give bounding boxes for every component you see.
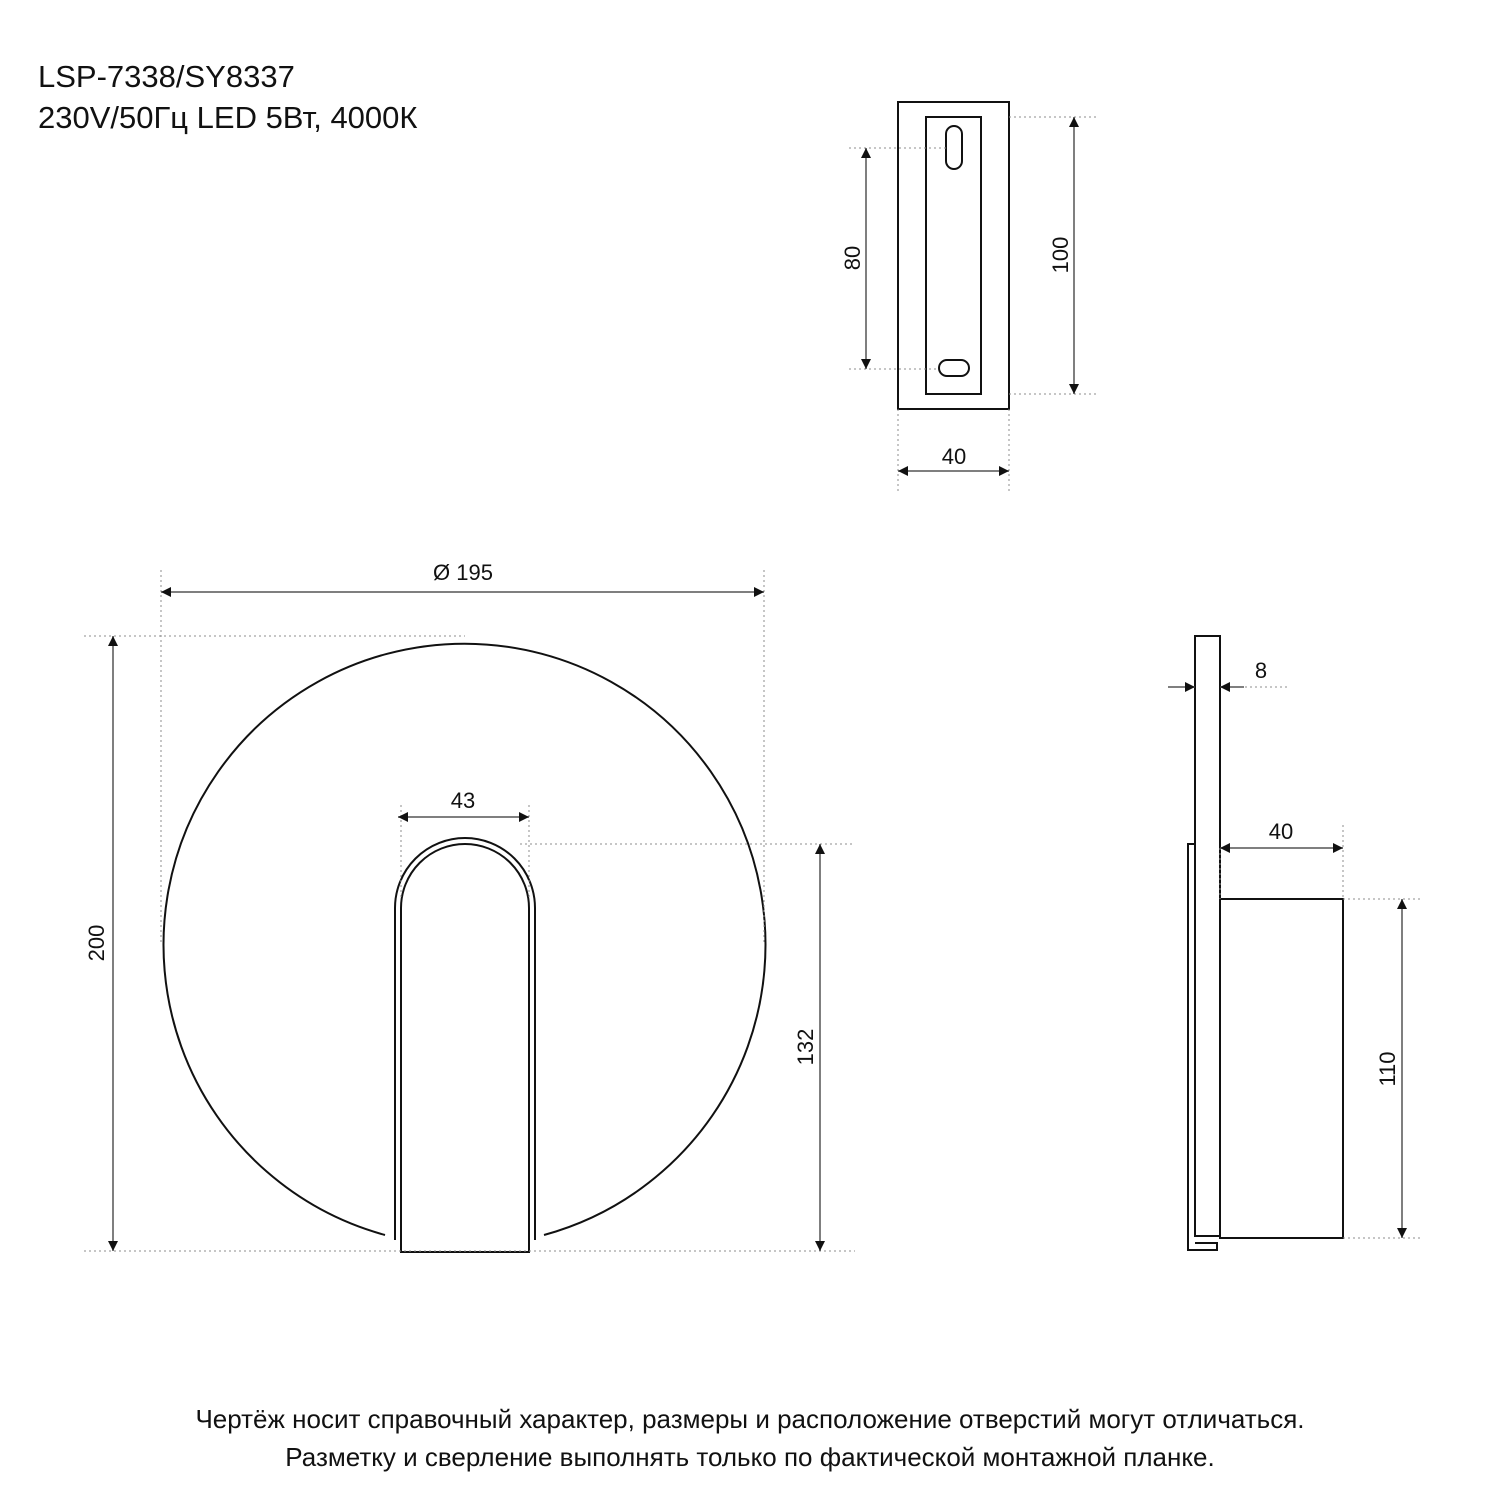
dimension-label-110: 110 <box>1375 1051 1400 1087</box>
electrical-specs: 230V/50Гц LED 5Вт, 4000К <box>38 100 418 135</box>
dimension-label-200: 200 <box>84 924 109 962</box>
dimension-label-8: 8 <box>1254 658 1268 683</box>
disc-outline <box>163 644 765 1235</box>
arch-lamp-body <box>401 844 529 1252</box>
dimension-plate-width <box>898 444 1009 471</box>
disclaimer-note <box>0 1400 1500 1476</box>
disc-side-profile <box>1195 636 1220 1236</box>
dimension-label-100: 100 <box>1048 236 1073 274</box>
dimension-hole-spacing <box>840 148 866 369</box>
dimension-arch-width <box>398 788 529 817</box>
dimension-label-40-side: 40 <box>1268 819 1294 844</box>
mounting-plate-view <box>840 102 1098 492</box>
dimension-label-43: 43 <box>450 788 476 813</box>
dimension-label-diameter: Ø 195 <box>433 560 493 585</box>
mounting-slot-bottom <box>939 360 969 376</box>
model-number: LSP-7338/SY8337 <box>38 59 295 94</box>
arch-side-profile <box>1188 844 1217 1250</box>
side-view <box>1168 636 1423 1250</box>
arch-lamp-edge <box>395 838 535 1240</box>
dimension-disc-diameter <box>161 560 764 592</box>
dimension-label-40-top: 40 <box>941 444 967 469</box>
dimension-arch-height <box>793 844 820 1251</box>
disclaimer-line-1: Чертёж носит справочный характер, размеры и расположение отверстий могут отличаться. <box>195 1404 1305 1434</box>
dimension-label-80: 80 <box>840 245 865 271</box>
dimension-total-height <box>84 636 113 1251</box>
body-side-profile <box>1220 899 1343 1238</box>
mounting-slot-top <box>946 126 962 169</box>
mounting-plate-inner-frame <box>926 117 981 394</box>
dimension-disc-thickness <box>1168 658 1267 687</box>
front-view <box>84 560 855 1252</box>
dimension-body-height <box>1375 899 1402 1238</box>
disclaimer-line-2: Разметку и сверление выполнять только по фактической монтажной планке. <box>285 1442 1215 1472</box>
dimension-label-132: 132 <box>793 1028 818 1066</box>
dimension-body-depth <box>1220 819 1343 848</box>
dimension-plate-height <box>1048 117 1074 394</box>
